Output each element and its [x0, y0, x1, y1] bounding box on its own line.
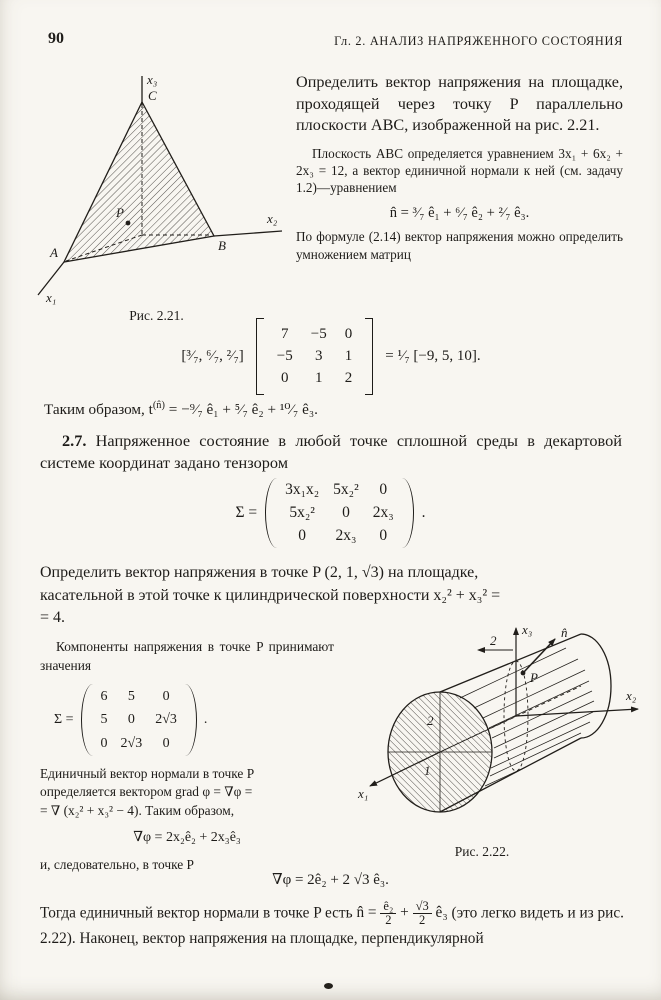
left-paren	[81, 684, 93, 756]
final-paragraph: Тогда единичный вектор нормали в точке P есть n̂ = $\frac{\text{ê₂}}{2}$ + $\frac{√3}{2}$ ê₃ (это легко видеть и из рис. 2.22). Наконец, вектор напряжения на площадке, перпендикулярной	[40, 899, 624, 948]
matrix-cell: 2√3	[120, 735, 143, 751]
therefore-text: и, следовательно, в точке P	[40, 856, 194, 872]
figure-2-22	[328, 620, 646, 835]
sigma-tensor-equation	[0, 478, 661, 548]
unit-normal-inline-formula: n̂ = $\frac{\text{ê₂}}{2}$ + $\frac{√3}{2}$ ê₃	[356, 899, 452, 928]
solution-2-7-column	[40, 638, 334, 874]
matrix-cell: 0	[127, 712, 135, 728]
matrix-cell: 0	[379, 481, 388, 498]
matrix-cell: 0	[281, 370, 289, 386]
left-paren	[265, 478, 277, 548]
matrix-cell: 0	[379, 527, 388, 544]
problem-number: 2.7.	[62, 431, 87, 450]
problem-2-7-question: Определить вектор напряжения в точке P (2, 1, √3) на площадке, касательной в этой точке к цилиндрической поверхности x₂² + x₃² = = 4.	[40, 564, 501, 627]
matrix-cell: 1	[315, 370, 323, 386]
equation-normal-vector: n̂ = ³⁄₇ ê₁ + ⁶⁄₇ ê₂ + ²⁄₇ ê₃.	[389, 205, 530, 222]
fraction-sqrt3-over-2: $\frac{√3}{2}$	[413, 900, 432, 927]
point-p	[126, 221, 131, 226]
figure-2-22-caption: Рис. 2.22.	[454, 844, 510, 859]
period: .	[421, 504, 426, 521]
matrix-cell: 5x₂²	[289, 504, 315, 521]
page-number: 90	[48, 30, 64, 47]
sigma-matrix	[265, 478, 414, 548]
result-vector: = ¹⁄₇ [−9, 5, 10].	[385, 348, 481, 364]
components-text: Компоненты напряжения в точке P принимают значения	[40, 639, 334, 673]
label-p: P	[116, 205, 124, 220]
row-vector: [³⁄₇, ⁶⁄₇, ²⁄₇]	[181, 348, 244, 364]
sigma-numeric-matrix	[81, 684, 197, 756]
chapter-header: Гл. 2. АНАЛИЗ НАПРЯЖЕННОГО СОСТОЯНИЯ	[334, 34, 623, 48]
scan-artifact	[324, 983, 333, 989]
label-x2: x₂	[267, 211, 278, 226]
section-2-6-column	[296, 72, 623, 263]
solution-2-6-formula: По формуле (2.14) вектор напряжения можно определить умножением матриц	[296, 229, 623, 262]
matrix-cell: 5x₂²	[333, 481, 359, 498]
figure-2-21	[24, 64, 289, 308]
matrix-cell: 0	[162, 689, 170, 704]
gradient-at-p-equation: ∇φ = 2ê₂ + 2 √3 ê₃.	[272, 872, 389, 888]
label-x3: x₃	[522, 622, 533, 637]
matrix-cell: 3	[315, 348, 323, 364]
label-x2: x₂	[626, 688, 637, 703]
problem-2-7-statement: 2.7. Напряженное состояние в любой точке сплошной среды в декартовой системе координат задано тензором	[40, 431, 622, 473]
label-x1: x₁	[358, 786, 369, 801]
matrix-cell: 5	[100, 712, 108, 728]
label-a: A	[50, 245, 58, 260]
matrix-cell: 0	[162, 735, 170, 751]
triangle-abc-hatched	[64, 102, 214, 262]
sigma-numeric-equation	[40, 684, 334, 756]
matrix-cell: 0	[298, 527, 307, 544]
solution-2-6-plane: Плоскость ABC определяется уравнением 3x₁ + 6x₂ + 2x₃ = 12, а вектор единичной нормали к ней (см. задачу 1.2)—уравнением	[296, 145, 623, 196]
matrix-equation	[40, 318, 622, 395]
cylinder-body	[388, 634, 611, 812]
period: .	[203, 712, 208, 728]
gradient-equation: ∇φ = 2x₂ê₂ + 2x₃ê₃	[133, 830, 241, 846]
label-radius-2: 2	[427, 713, 434, 728]
traction-result-line: Таким образом, $t^{(n̂)}$ = −⁹⁄₇ ê₁ + ⁵⁄₇ ê₂ + ¹⁰⁄₇ ê₃.	[44, 400, 318, 419]
figure-2-21-caption: Рис. 2.21.	[129, 308, 184, 323]
matrix-cell: 2	[344, 370, 353, 386]
matrix-cell: 0	[342, 504, 350, 521]
matrix-cell: 2x₃	[335, 527, 357, 544]
label-b: B	[218, 238, 226, 253]
label-dim-2: 2	[490, 633, 497, 648]
matrix-cell: 5	[127, 689, 135, 704]
fraction-e2-over-2: $\frac{\text{ê₂}}{2}$	[380, 900, 396, 927]
n-hat-superscript: (n̂)	[152, 400, 165, 411]
problem-2-6-intro: Определить вектор напряжения на площадке, проходящей через точку P параллельно плоскости ABC, изображенной на рис. 2.21.	[296, 73, 623, 135]
axes-2-21	[38, 76, 282, 295]
sigma-lhs: Σ =	[54, 712, 74, 728]
sigma-lhs: Σ =	[235, 504, 258, 521]
label-c: C	[148, 88, 157, 103]
label-n: n̂	[561, 625, 568, 640]
matrix-cell: 0	[344, 326, 353, 342]
label-p: P	[530, 670, 538, 685]
matrix-cell: 0	[100, 735, 108, 751]
point-p	[521, 671, 526, 676]
matrix-cell: −5	[276, 348, 293, 364]
matrix-cell: 3x₁x₂	[285, 481, 320, 498]
x2-axis	[214, 231, 282, 236]
label-radius-1: 1	[424, 763, 431, 778]
x2-axis	[516, 709, 638, 716]
matrix-cell: 1	[344, 348, 353, 364]
gradient-text: Единичный вектор нормали в точке P определяется вектором grad φ = ∇φ = = ∇ (x₂² + x₃² − 4). Таким образом,	[40, 765, 255, 818]
matrix-cell: 2√3	[155, 712, 177, 728]
right-paren	[185, 684, 197, 756]
matrix-cell: 2x₃	[372, 504, 394, 521]
matrix-cell: 7	[281, 326, 289, 342]
matrix-cell: 6	[100, 689, 108, 704]
right-paren	[402, 478, 414, 548]
matrix-cell: −5	[310, 326, 327, 342]
stress-matrix	[256, 318, 373, 395]
label-x3: x₃	[147, 72, 158, 87]
label-x1: x₁	[46, 290, 57, 305]
